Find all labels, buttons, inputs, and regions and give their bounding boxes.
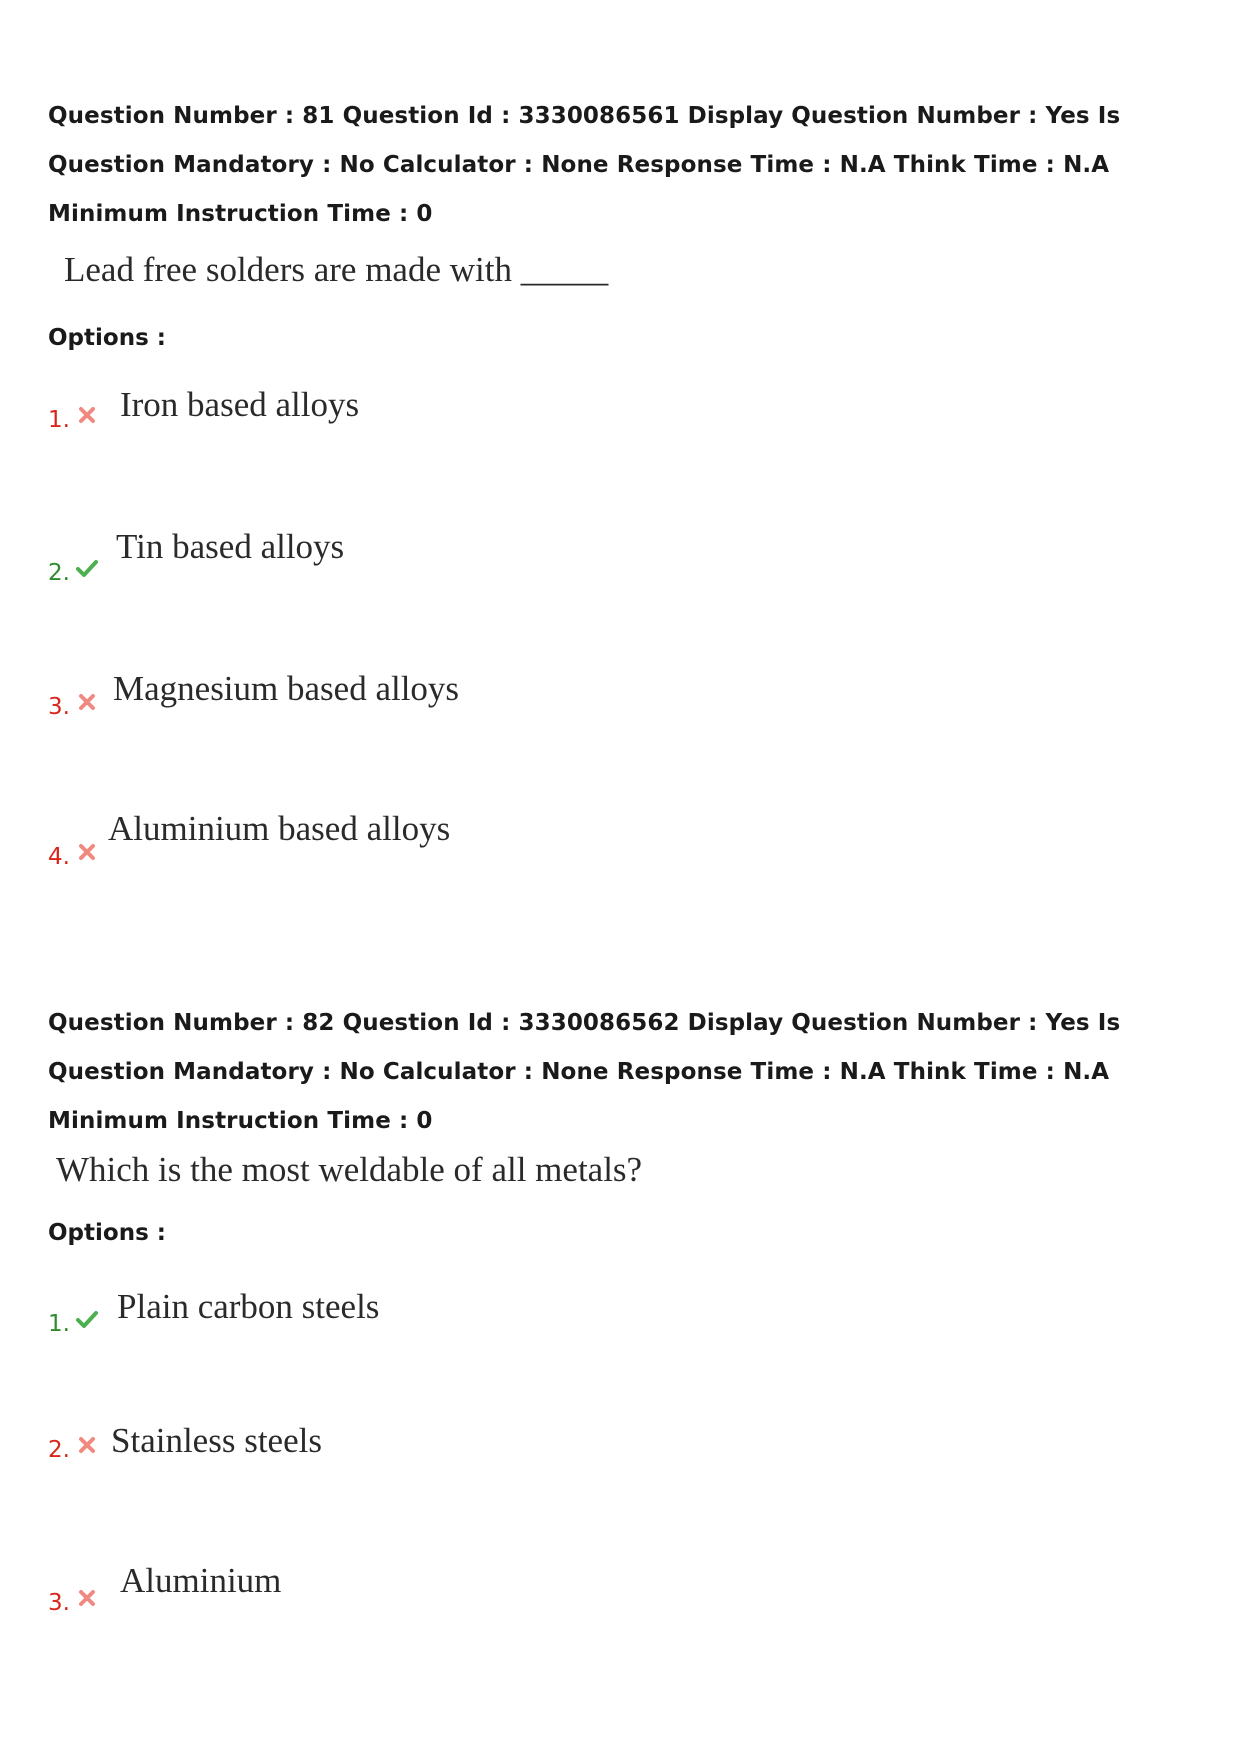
- cross-icon: [78, 693, 96, 711]
- option-number: 3.: [48, 1590, 70, 1616]
- option-number: 3.: [48, 694, 70, 720]
- option-text: Stainless steels: [111, 1421, 322, 1460]
- question-81-options-label: Options :: [48, 325, 166, 351]
- question-82-text: Which is the most weldable of all metals?: [56, 1150, 643, 1189]
- question-81-text: Lead free solders are made with _____: [64, 250, 609, 289]
- option-text: Aluminium: [120, 1561, 282, 1600]
- question-82-meta: Question Number : 82 Question Id : 3330086562 Display Question Number : Yes Is Question Mandatory : No Calculator : None Response Time : N.A Think Time : N.A Minimum Instruction Time : 0: [48, 1010, 1121, 1134]
- question-81-meta: Question Number : 81 Question Id : 3330086561 Display Question Number : Yes Is Question Mandatory : No Calculator : None Response Time : N.A Think Time : N.A Minimum Instruction Time : 0: [48, 103, 1121, 227]
- cross-icon: [78, 406, 96, 424]
- cross-icon: [78, 1436, 96, 1454]
- option-number: 2.: [48, 1437, 70, 1463]
- question-82-options-label: Options :: [48, 1220, 166, 1246]
- option-text: Iron based alloys: [120, 385, 360, 424]
- check-icon: [76, 1311, 98, 1329]
- option-text: Aluminium based alloys: [108, 809, 451, 848]
- check-icon: [76, 560, 98, 578]
- option-number: 1.: [48, 1311, 70, 1337]
- cross-icon: [78, 843, 96, 861]
- option-text: Tin based alloys: [116, 527, 345, 566]
- option-text: Magnesium based alloys: [113, 669, 460, 708]
- option-number: 1.: [48, 407, 70, 433]
- cross-icon: [78, 1589, 96, 1607]
- option-text: Plain carbon steels: [117, 1287, 380, 1326]
- option-number: 4.: [48, 844, 70, 870]
- option-number: 2.: [48, 560, 70, 586]
